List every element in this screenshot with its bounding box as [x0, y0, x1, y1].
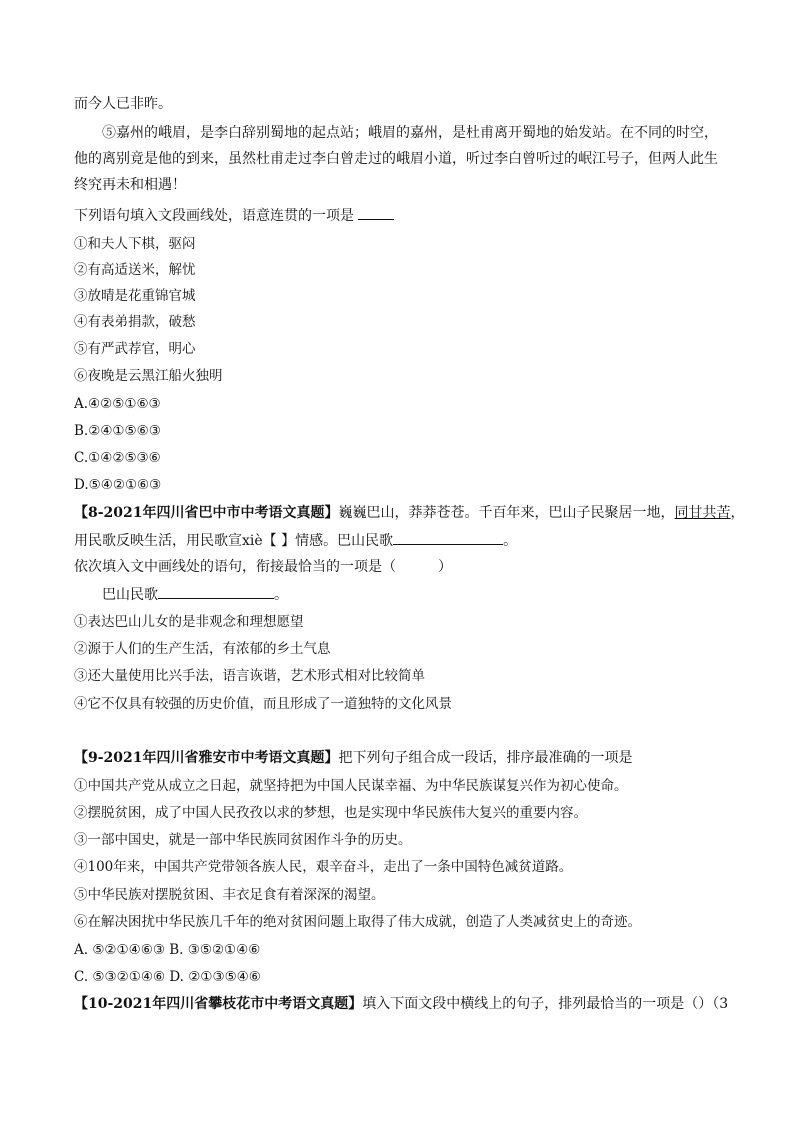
- q8-repeat-end: 。: [274, 587, 288, 603]
- q9-item-6: ⑥在解决困扰中华民族几千年的绝对贫困问题上取得了伟大成就，创造了人类减贫史上的奇迹。: [74, 914, 641, 930]
- q8-line-2: [74, 530, 754, 551]
- q10-tag: 【10-2021年四川省攀枝花市中考语文真题】: [74, 996, 363, 1012]
- q7-option-c: C.①④②⑤③⑥: [74, 450, 161, 466]
- q7-item-4: ④有表弟捐款，破愁: [74, 314, 196, 330]
- q7-item-5: ⑤有严武荐官，明心: [74, 341, 196, 357]
- q7-stem: [74, 205, 754, 226]
- q7-item-3: ③放晴是花重锦官城: [74, 288, 196, 304]
- q7-item-1: ①和夫人下棋，驱闷: [74, 236, 196, 252]
- q8-item-3: ③还大量使用比兴手法，语言诙谐，艺术形式相对比较简单: [74, 668, 425, 684]
- q8-tag: 【8-2021年四川省巴中市中考语文真题】: [74, 505, 339, 521]
- q9-tag: 【9-2021年四川省雅安市中考语文真题】: [74, 750, 339, 766]
- q8-text-after: ，: [730, 505, 745, 521]
- q7-item-2: ②有高适送米，解忧: [74, 262, 196, 278]
- q8-text-before: 巍巍巴山，莽莽苍苍。千百年来，巴山子民聚居一地，: [338, 505, 675, 521]
- q8-line2-end: 。: [503, 533, 518, 549]
- q9-item-2: ②摆脱贫困，成了中国人民孜孜以求的梦想，也是实现中华民族伟大复兴的重要内容。: [74, 805, 587, 821]
- paragraph-tail: 而今人已非昨。: [74, 96, 172, 112]
- q7-option-d: D.⑤④②①⑥③: [74, 477, 162, 493]
- q9-options-row-1: A. ⑤②①④⑥③ B. ③⑤②①④⑥: [74, 942, 261, 958]
- q9-header: [74, 748, 754, 768]
- q9-item-3: ③一部中国史，就是一部中华民族同贫困作斗争的历史。: [74, 832, 412, 848]
- q8-item-1: ①表达巴山儿女的是非观念和理想愿望: [74, 614, 304, 630]
- q8-item-4: ④它不仅具有较强的历史价值，而且形成了一道独特的文化风景: [74, 696, 452, 712]
- q8-blank-1: [393, 530, 503, 545]
- q10-header: [74, 994, 754, 1014]
- q7-option-a: A.④②⑤①⑥③: [74, 396, 161, 412]
- q9-item-1: ①中国共产党从成立之日起，就坚持把为中国人民谋幸福、为中华民族谋复兴作为初心使命。: [74, 778, 628, 794]
- q8-line2-text: 用民歌反映生活，用民歌宣xiè【 】情感。巴山民歌: [74, 533, 394, 549]
- q9-stem: 把下列句子组合成一段话，排序最准确的一项是: [338, 750, 633, 766]
- paragraph-5: ⑤嘉州的峨眉，是李白辞别蜀地的起点站；峨眉的嘉州，是杜甫离开蜀地的始发站。在不同的时空，他的离别竟是他的到来，虽然杜甫走过李白曾走过的峨眉小道，听过李白曾听过的岷江号子，但两人此生终究再未和相遇！: [74, 125, 718, 193]
- q8-line-1: [74, 503, 754, 523]
- q8-item-2: ②源于人们的生产生活，有浓郁的乡土气息: [74, 641, 331, 657]
- q8-repeat: [102, 584, 782, 605]
- q8-repeat-prefix: 巴山民歌: [102, 587, 158, 603]
- q8-blank-2: [158, 584, 274, 599]
- q7-item-6: ⑥夜晚是云黑江船火独明: [74, 368, 223, 384]
- q8-stem: 依次填入文中画线处的语句，衔接最恰当的一项是（ ）: [74, 559, 452, 575]
- q9-item-4: ④100年来，中国共产党带领各族人民，艰辛奋斗，走出了一条中国特色减贫道路。: [74, 859, 573, 875]
- q10-stem: 填入下面文段中横线上的句子，排列最恰当的一项是（）（3: [362, 996, 729, 1012]
- q7-stem-text: 下列语句填入文段画线处，语意连贯的一项是: [74, 208, 354, 224]
- q7-option-b: B.②④①⑤⑥③: [74, 423, 161, 439]
- q8-underlined-word: 同甘共苦: [674, 505, 731, 521]
- q9-item-5: ⑤中华民族对摆脱贫困、丰衣足食有着深深的渴望。: [74, 887, 385, 903]
- q9-options-row-2: C. ⑤③②①④⑥ D. ②①③⑤④⑥: [74, 969, 261, 985]
- q7-answer-blank: [358, 205, 394, 220]
